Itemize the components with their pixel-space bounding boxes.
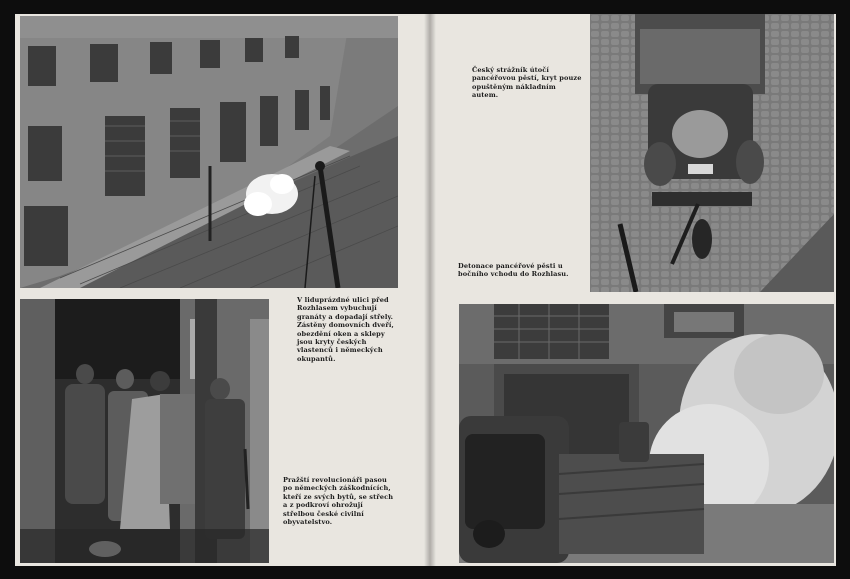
photo-revolutionaries — [20, 299, 269, 563]
caption-detonation: Detonace pancéřové pěsti u bočního vchodu do Rozhlasu. — [458, 262, 569, 279]
photo-street-explosion — [20, 16, 398, 288]
book-gutter — [424, 14, 436, 566]
photo-detonation-smoke — [459, 304, 834, 563]
photo-truck-guard — [590, 14, 834, 292]
caption-street: V liduprázdné ulici před Rozhlasem vybuchují granáty a dopadají střely. Zástěny domovních dveří, obezdění oken a sklepy jsou kryty českých vlastenců i německých okupantů. — [297, 296, 394, 363]
caption-guard: Český strážník útočí pancéřovou pěstí, kryt pouze opuštěným nákladním autem. — [472, 66, 582, 100]
caption-revolutionaries: Pražští revolucionáři pasou po německých záškodnících, kteří ze svých bytů, se střech a z podkroví ohrožují střelbou české civilní obyvatelstvo. — [283, 476, 394, 527]
